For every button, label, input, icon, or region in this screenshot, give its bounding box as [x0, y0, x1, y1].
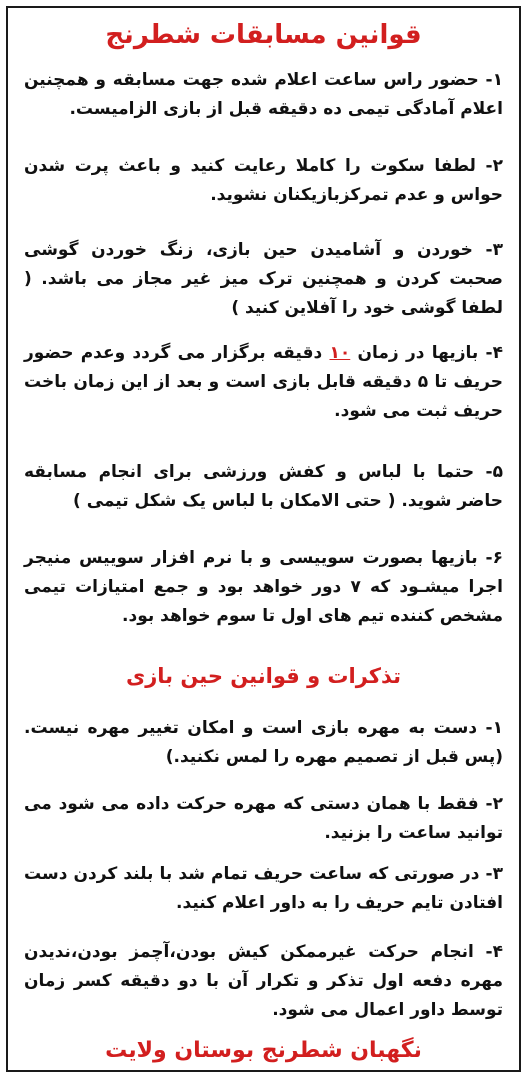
note-4: ۴- انجام حرکت غیرممکن کیش بودن،آچمز بودن،ندیدن مهره دفعه اول تذکر و تکرار آن با دو دقیقه کسر زمان توسط داور اعمال می شود. [24, 942, 503, 1020]
footer-signature: نگهبان شطرنج بوستان ولایت [105, 1038, 422, 1063]
rule-4-minutes: ۱۰ [329, 343, 351, 363]
note-3: ۳- در صورتی که ساعت حریف تمام شد با بلند کردن دست افتادن تایم حریف را به داور اعلام کنید. [24, 864, 503, 913]
rule-4 [24, 339, 503, 426]
rule-1: ۱- حضور راس ساعت اعلام شده جهت مسابقه و همچنین اعلام آمادگی تیمی ده دقیقه قبل از بازی الزامیست. [24, 70, 503, 119]
rule-4-text-end: دقیقه برگزار می گردد وعدم حضور حریف تا ۵ دقیقه قابل بازی است و بعد از این زمان باخت حریف ثبت می شود. [24, 343, 503, 421]
note-1: ۱- دست به مهره بازی است و امکان تغییر مهره نیست. (پس قبل از تصمیم مهره را لمس نکنید.) [24, 718, 503, 767]
notes-title: تذکرات و قوانین حین بازی [125, 664, 402, 688]
rule-2: ۲- لطفا سکوت را کاملا رعایت کنید و باعث پرت شدن حواس و عدم تمرکزبازیکنان نشوید. [24, 156, 503, 205]
rule-4-text-start: ۴- بازیها در زمان [350, 343, 503, 363]
rules-sheet [6, 6, 521, 1072]
page-title: قوانین مسابقات شطرنج [105, 20, 422, 50]
note-2: ۲- فقط با همان دستی که مهره حرکت داده می شود می توانید ساعت را بزنید. [24, 794, 503, 843]
rule-6: ۶- بازیها بصورت سوییسی و با نرم افزار سوییس منیجر اجرا میشـود که ۷ دور خواهد بود و جمع امتیازات تیمی مشخص کننده تیم های اول تا سوم خواهد بود. [24, 548, 503, 626]
rule-3: ۳- خوردن و آشامیدن حین بازی، زنگ خوردن گوشی صحبت کردن و همچنین ترک میز غیر مجاز می باشد. ( لطفا گوشی خود را آفلاین کنید ) [24, 240, 503, 318]
rule-5: ۵- حتما با لباس و کفش ورزشی برای انجام مسابقه حاضر شوید. ( حتی الامکان با لباس یک شکل تیمی ) [24, 462, 503, 511]
